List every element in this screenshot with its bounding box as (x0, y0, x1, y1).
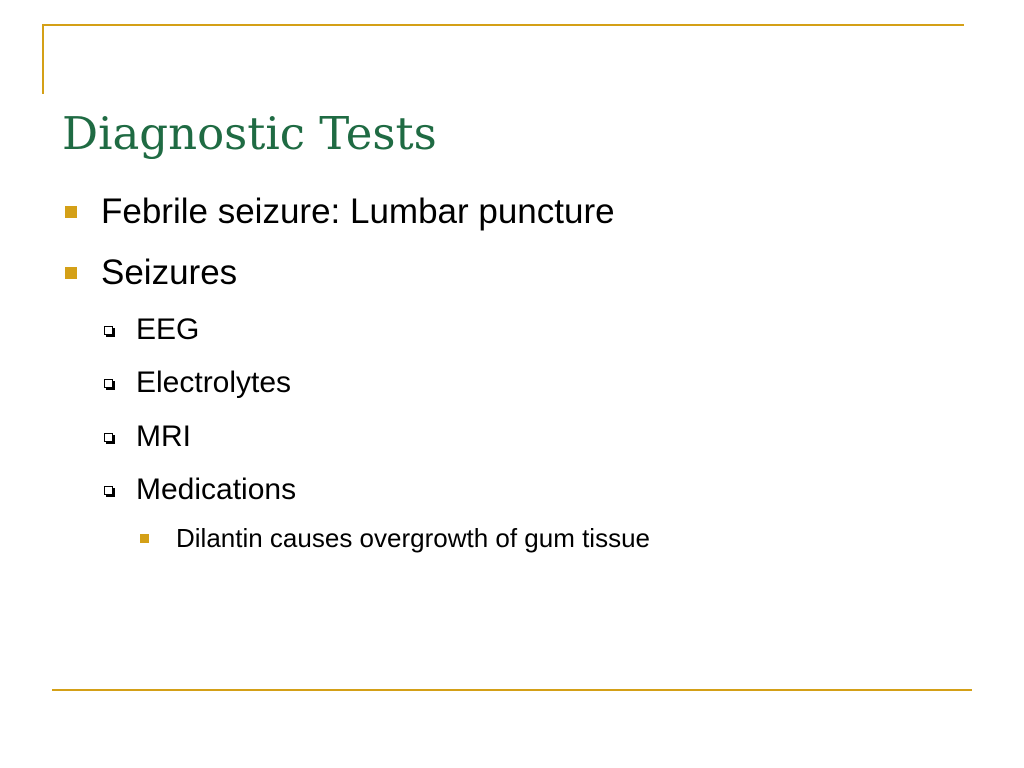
sub-bullet-text: Medications (136, 473, 297, 506)
slide-title: Diagnostic Tests (62, 107, 437, 160)
bullet-text: Febrile seizure: Lumbar puncture (101, 192, 615, 231)
sub-bullet-text: EEG (136, 313, 200, 346)
square-bullet-icon (65, 206, 77, 218)
hollow-square-bullet-icon (104, 433, 113, 442)
sub-bullet-item (104, 470, 296, 510)
sub-bullet-item (104, 310, 199, 350)
square-bullet-icon (140, 534, 149, 543)
sub-bullet-item (104, 363, 291, 403)
sub-bullet-text: MRI (136, 420, 191, 453)
square-bullet-icon (65, 267, 77, 279)
frame-top-rule (42, 24, 964, 26)
hollow-square-bullet-icon (104, 486, 113, 495)
bullet-item (65, 251, 237, 295)
hollow-square-bullet-icon (104, 379, 113, 388)
frame-left-rule (42, 24, 44, 94)
sub-bullet-text: Electrolytes (136, 366, 292, 399)
sub-bullet-item (104, 417, 191, 457)
sub-sub-bullet-item (140, 521, 650, 555)
bullet-text: Seizures (101, 253, 238, 292)
bullet-item (65, 190, 615, 234)
hollow-square-bullet-icon (104, 326, 113, 335)
sub-sub-bullet-text: Dilantin causes overgrowth of gum tissue (176, 523, 651, 553)
frame-bottom-rule (52, 689, 972, 691)
